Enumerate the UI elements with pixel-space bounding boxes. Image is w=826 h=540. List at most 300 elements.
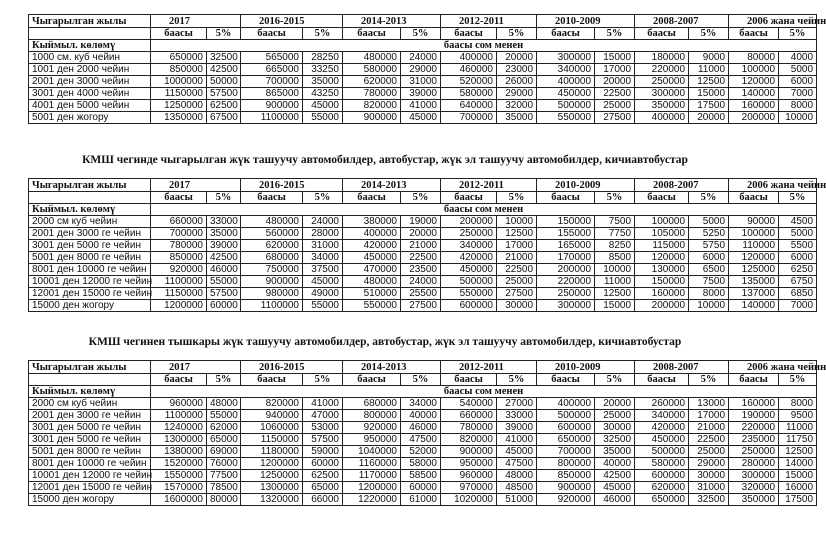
price-cell: 180000 (635, 52, 689, 64)
price-cell: 1150000 (151, 288, 207, 300)
price-cell: 250000 (729, 446, 779, 458)
price-cell: 920000 (537, 494, 595, 506)
percent-cell: 45000 (401, 112, 441, 124)
price-cell: 135000 (729, 276, 779, 288)
price-column-header: баасы (151, 28, 207, 40)
engine-volume-label: 1001 ден 2000 чейин (29, 64, 151, 76)
price-cell: 80000 (729, 52, 779, 64)
price-cell: 130000 (635, 264, 689, 276)
price-cell: 700000 (441, 112, 497, 124)
percent-cell: 20000 (595, 398, 635, 410)
percent-cell: 35000 (303, 76, 343, 88)
table-row (29, 264, 817, 276)
price-cell: 640000 (441, 100, 497, 112)
percent-cell: 8000 (779, 398, 817, 410)
price-cell: 190000 (729, 410, 779, 422)
price-column-header: баасы (241, 28, 303, 40)
percent-column-header: 5% (595, 374, 635, 386)
price-cell: 950000 (343, 434, 401, 446)
price-column-header: баасы (343, 374, 401, 386)
engine-volume-label: 10001 ден 12000 ге чейин (29, 470, 151, 482)
empty-header-cell (29, 374, 151, 386)
engine-volume-label: 4001 ден 5000 чейин (29, 100, 151, 112)
percent-cell: 27500 (497, 288, 537, 300)
period-header: 2010-2009 (537, 179, 635, 192)
period-header: 2012-2011 (441, 179, 537, 192)
percent-cell: 57500 (207, 288, 241, 300)
price-cell: 540000 (441, 398, 497, 410)
engine-volume-label: 1000 см. куб чейин (29, 52, 151, 64)
price-column-header: баасы (151, 374, 207, 386)
percent-cell: 46000 (207, 264, 241, 276)
price-cell: 920000 (343, 422, 401, 434)
percent-cell: 5750 (689, 240, 729, 252)
price-cell: 200000 (441, 216, 497, 228)
percent-cell: 4000 (779, 52, 817, 64)
table-row (29, 216, 817, 228)
table-row (29, 446, 817, 458)
price-cell: 400000 (537, 398, 595, 410)
percent-cell: 10000 (497, 216, 537, 228)
percent-column-header: 5% (497, 374, 537, 386)
percent-cell: 32500 (595, 434, 635, 446)
price-cell: 565000 (241, 52, 303, 64)
engine-volume-label: 3001 ден 5000 ге чейин (29, 434, 151, 446)
price-cell: 450000 (635, 434, 689, 446)
price-cell: 480000 (343, 276, 401, 288)
percent-cell: 51000 (497, 494, 537, 506)
period-header: 2017 (151, 15, 241, 28)
engine-volume-label: 15000 ден жогору (29, 300, 151, 312)
price-column-header: баасы (343, 192, 401, 204)
table-2-title: КМШ чегинде чыгарылган жүк ташуучу автомобилдер, автобустар, жүк эл ташуучу автомобилдер, кичиавтобустар (82, 154, 688, 166)
percent-cell: 32000 (497, 100, 537, 112)
percent-column-header: 5% (303, 28, 343, 40)
price-cell: 550000 (441, 288, 497, 300)
percent-cell: 13000 (689, 398, 729, 410)
percent-cell: 66000 (303, 494, 343, 506)
price-cell: 100000 (729, 228, 779, 240)
volume-label: Кыймыл. көлөмү (29, 386, 151, 398)
percent-column-header: 5% (207, 192, 241, 204)
percent-cell: 30000 (497, 300, 537, 312)
engine-volume-label: 2001 ден 3000 ге чейин (29, 410, 151, 422)
percent-cell: 12500 (689, 76, 729, 88)
percent-column-header: 5% (689, 374, 729, 386)
percent-cell: 27500 (595, 112, 635, 124)
volume-label: Кыймыл. көлөмү (29, 40, 151, 52)
percent-cell: 22500 (595, 88, 635, 100)
percent-cell: 24000 (303, 216, 343, 228)
engine-volume-label: 5001 ден жогору (29, 112, 151, 124)
percent-cell: 78500 (207, 482, 241, 494)
percent-cell: 17000 (497, 240, 537, 252)
percent-cell: 10000 (689, 300, 729, 312)
price-cell: 1250000 (151, 100, 207, 112)
percent-cell: 80000 (207, 494, 241, 506)
price-column-header: баасы (343, 28, 401, 40)
price-cell: 1240000 (151, 422, 207, 434)
price-cell: 600000 (635, 470, 689, 482)
percent-cell: 30000 (689, 470, 729, 482)
percent-column-header: 5% (207, 28, 241, 40)
currency-note: баасы сом менен (151, 386, 817, 398)
engine-volume-label: 3001 ден 4000 чейин (29, 88, 151, 100)
percent-cell: 62500 (207, 100, 241, 112)
percent-cell: 25000 (689, 446, 729, 458)
price-cell: 200000 (729, 112, 779, 124)
price-cell: 650000 (537, 434, 595, 446)
percent-column-header: 5% (497, 28, 537, 40)
engine-volume-label: 2000 см куб чейин (29, 216, 151, 228)
engine-volume-label: 2001 ден 3000 чейин (29, 76, 151, 88)
percent-cell: 41000 (303, 398, 343, 410)
cis-truck-price-table-section (28, 178, 826, 312)
price-column-header: баасы (537, 374, 595, 386)
price-cell: 300000 (635, 88, 689, 100)
price-cell: 1570000 (151, 482, 207, 494)
engine-volume-label: 8001 ден 10000 ге чейин (29, 458, 151, 470)
price-column-header: баасы (241, 192, 303, 204)
price-cell: 420000 (441, 252, 497, 264)
price-cell: 110000 (729, 240, 779, 252)
price-cell: 780000 (441, 422, 497, 434)
price-cell: 500000 (537, 100, 595, 112)
price-cell: 800000 (537, 458, 595, 470)
engine-volume-label: 12001 ден 15000 ге чейин (29, 482, 151, 494)
percent-cell: 7000 (779, 300, 817, 312)
price-cell: 150000 (537, 216, 595, 228)
price-cell: 170000 (537, 252, 595, 264)
percent-cell: 31000 (303, 240, 343, 252)
price-cell: 140000 (729, 300, 779, 312)
percent-cell: 26000 (497, 76, 537, 88)
price-cell: 920000 (151, 264, 207, 276)
percent-cell: 47500 (497, 458, 537, 470)
price-cell: 480000 (241, 216, 303, 228)
percent-cell: 42500 (595, 470, 635, 482)
price-cell: 160000 (729, 100, 779, 112)
table-row (29, 482, 817, 494)
price-cell: 500000 (635, 446, 689, 458)
price-cell: 115000 (635, 240, 689, 252)
price-cell: 1170000 (343, 470, 401, 482)
period-header: 2010-2009 (537, 15, 635, 28)
percent-cell: 22500 (401, 252, 441, 264)
percent-cell: 14000 (779, 458, 817, 470)
price-cell: 1100000 (151, 410, 207, 422)
percent-cell: 25000 (595, 100, 635, 112)
header-row-years (29, 179, 817, 192)
price-cell: 420000 (635, 422, 689, 434)
percent-cell: 77500 (207, 470, 241, 482)
price-cell: 800000 (343, 410, 401, 422)
engine-volume-label: 3001 ден 5000 ге чейин (29, 240, 151, 252)
percent-cell: 57500 (207, 88, 241, 100)
percent-cell: 46000 (595, 494, 635, 506)
percent-cell: 48500 (497, 482, 537, 494)
price-cell: 1200000 (241, 458, 303, 470)
table-row (29, 112, 817, 124)
price-cell: 500000 (441, 276, 497, 288)
price-cell: 280000 (729, 458, 779, 470)
percent-cell: 22500 (497, 264, 537, 276)
percent-cell: 57500 (303, 434, 343, 446)
period-header: 2014-2013 (343, 15, 441, 28)
percent-cell: 17500 (779, 494, 817, 506)
price-cell: 1040000 (343, 446, 401, 458)
price-cell: 1100000 (241, 300, 303, 312)
price-table (28, 360, 826, 506)
price-cell: 150000 (635, 276, 689, 288)
price-cell: 450000 (537, 88, 595, 100)
percent-cell: 60000 (401, 482, 441, 494)
currency-note: баасы сом менен (151, 204, 817, 216)
percent-cell: 69000 (207, 446, 241, 458)
price-cell: 520000 (441, 76, 497, 88)
price-column-header: баасы (441, 28, 497, 40)
percent-column-header: 5% (779, 192, 817, 204)
period-header: 2006 жана чейин (729, 361, 817, 374)
price-cell: 1300000 (241, 482, 303, 494)
price-cell: 665000 (241, 64, 303, 76)
percent-cell: 31000 (401, 76, 441, 88)
engine-volume-label: 5001 ден 8000 ге чейин (29, 252, 151, 264)
price-cell: 580000 (635, 458, 689, 470)
price-cell: 960000 (151, 398, 207, 410)
percent-cell: 5500 (779, 240, 817, 252)
table-row (29, 434, 817, 446)
price-table (28, 178, 826, 312)
price-column-header: баасы (151, 192, 207, 204)
price-cell: 1000000 (151, 76, 207, 88)
header-row-years (29, 361, 817, 374)
percent-column-header: 5% (689, 28, 729, 40)
price-cell: 700000 (241, 76, 303, 88)
price-cell: 750000 (241, 264, 303, 276)
price-column-header: баасы (537, 192, 595, 204)
percent-cell: 16000 (779, 482, 817, 494)
percent-cell: 24000 (401, 52, 441, 64)
percent-cell: 29000 (689, 458, 729, 470)
price-cell: 1600000 (151, 494, 207, 506)
non-cis-truck-price-table-section (28, 360, 826, 506)
price-cell: 350000 (729, 494, 779, 506)
engine-volume-label: 15000 ден жогору (29, 494, 151, 506)
price-cell: 300000 (537, 300, 595, 312)
price-cell: 200000 (635, 300, 689, 312)
percent-cell: 9000 (689, 52, 729, 64)
percent-column-header: 5% (401, 192, 441, 204)
price-cell: 650000 (151, 52, 207, 64)
percent-cell: 6850 (779, 288, 817, 300)
percent-cell: 47500 (401, 434, 441, 446)
percent-cell: 25500 (401, 288, 441, 300)
price-cell: 340000 (441, 240, 497, 252)
price-column-header: баасы (729, 28, 779, 40)
percent-cell: 37500 (303, 264, 343, 276)
percent-cell: 49000 (303, 288, 343, 300)
price-cell: 250000 (635, 76, 689, 88)
percent-cell: 62500 (303, 470, 343, 482)
price-cell: 380000 (343, 216, 401, 228)
percent-cell: 15000 (595, 300, 635, 312)
price-cell: 820000 (441, 434, 497, 446)
percent-cell: 55000 (207, 276, 241, 288)
period-header: 2010-2009 (537, 361, 635, 374)
table-row (29, 252, 817, 264)
percent-cell: 8500 (595, 252, 635, 264)
table-row (29, 240, 817, 252)
percent-cell: 12500 (779, 446, 817, 458)
header-row-volume (29, 386, 817, 398)
engine-volume-label: 8001 ден 10000 ге чейин (29, 264, 151, 276)
percent-cell: 20000 (595, 76, 635, 88)
price-cell: 1550000 (151, 470, 207, 482)
percent-cell: 22500 (689, 434, 729, 446)
price-column-header: баасы (729, 374, 779, 386)
percent-cell: 45000 (595, 482, 635, 494)
percent-cell: 8000 (689, 288, 729, 300)
price-cell: 120000 (635, 252, 689, 264)
period-header: 2016-2015 (241, 361, 343, 374)
price-cell: 400000 (441, 52, 497, 64)
percent-cell: 23500 (401, 264, 441, 276)
engine-volume-label: 2001 ден 3000 ге чейин (29, 228, 151, 240)
price-cell: 260000 (635, 398, 689, 410)
price-cell: 1200000 (343, 482, 401, 494)
price-cell: 600000 (441, 300, 497, 312)
percent-cell: 42500 (207, 64, 241, 76)
percent-cell: 7000 (779, 88, 817, 100)
percent-cell: 55000 (207, 410, 241, 422)
table-row (29, 470, 817, 482)
percent-cell: 6000 (779, 76, 817, 88)
percent-cell: 21000 (689, 422, 729, 434)
price-cell: 660000 (441, 410, 497, 422)
percent-cell: 21000 (497, 252, 537, 264)
price-cell: 220000 (635, 64, 689, 76)
percent-cell: 53000 (303, 422, 343, 434)
price-cell: 850000 (151, 252, 207, 264)
percent-cell: 40000 (401, 410, 441, 422)
percent-cell: 27500 (401, 300, 441, 312)
engine-volume-label: 2000 см куб чейин (29, 398, 151, 410)
price-cell: 235000 (729, 434, 779, 446)
price-cell: 340000 (537, 64, 595, 76)
price-cell: 1060000 (241, 422, 303, 434)
price-cell: 820000 (343, 100, 401, 112)
percent-cell: 35000 (207, 228, 241, 240)
percent-cell: 60000 (207, 300, 241, 312)
percent-cell: 5000 (689, 216, 729, 228)
percent-cell: 32500 (689, 494, 729, 506)
table-row (29, 76, 817, 88)
percent-cell: 33000 (497, 410, 537, 422)
price-cell: 160000 (729, 398, 779, 410)
price-cell: 550000 (343, 300, 401, 312)
percent-cell: 33250 (303, 64, 343, 76)
percent-cell: 20000 (401, 228, 441, 240)
period-header: 2008-2007 (635, 361, 729, 374)
percent-cell: 5000 (779, 64, 817, 76)
percent-column-header: 5% (207, 374, 241, 386)
percent-cell: 58000 (401, 458, 441, 470)
price-cell: 1020000 (441, 494, 497, 506)
price-cell: 140000 (729, 88, 779, 100)
price-cell: 1250000 (241, 470, 303, 482)
price-cell: 970000 (441, 482, 497, 494)
percent-cell: 47000 (303, 410, 343, 422)
period-header: 2016-2015 (241, 15, 343, 28)
price-cell: 400000 (537, 76, 595, 88)
price-cell: 900000 (343, 112, 401, 124)
table-row (29, 410, 817, 422)
percent-cell: 39000 (207, 240, 241, 252)
empty-header-cell (29, 192, 151, 204)
percent-cell: 20000 (689, 112, 729, 124)
percent-cell: 27000 (497, 398, 537, 410)
price-cell: 420000 (343, 240, 401, 252)
table-row (29, 398, 817, 410)
price-column-header: баасы (635, 374, 689, 386)
percent-cell: 76000 (207, 458, 241, 470)
price-cell: 165000 (537, 240, 595, 252)
price-cell: 900000 (441, 446, 497, 458)
price-cell: 320000 (729, 482, 779, 494)
percent-cell: 21000 (401, 240, 441, 252)
percent-column-header: 5% (595, 28, 635, 40)
engine-volume-label: 5001 ден 8000 ге чейин (29, 446, 151, 458)
price-cell: 300000 (537, 52, 595, 64)
price-cell: 940000 (241, 410, 303, 422)
percent-cell: 48000 (497, 470, 537, 482)
percent-cell: 7500 (689, 276, 729, 288)
currency-note: баасы сом менен (151, 40, 817, 52)
percent-cell: 10000 (779, 112, 817, 124)
price-cell: 780000 (343, 88, 401, 100)
percent-cell: 46000 (401, 422, 441, 434)
percent-cell: 39000 (497, 422, 537, 434)
period-header: 2006 жана чейин (729, 15, 817, 28)
table-row (29, 52, 817, 64)
price-cell: 200000 (537, 264, 595, 276)
price-column-header: баасы (441, 192, 497, 204)
price-cell: 90000 (729, 216, 779, 228)
price-cell: 580000 (441, 88, 497, 100)
percent-cell: 5250 (689, 228, 729, 240)
table-row (29, 422, 817, 434)
price-cell: 155000 (537, 228, 595, 240)
price-cell: 620000 (343, 76, 401, 88)
price-cell: 620000 (241, 240, 303, 252)
percent-cell: 7500 (595, 216, 635, 228)
percent-cell: 33000 (207, 216, 241, 228)
price-cell: 680000 (343, 398, 401, 410)
price-cell: 1350000 (151, 112, 207, 124)
percent-cell: 17000 (595, 64, 635, 76)
price-cell: 125000 (729, 264, 779, 276)
period-header: 2008-2007 (635, 15, 729, 28)
percent-cell: 6500 (689, 264, 729, 276)
engine-volume-label: 3001 ден 5000 ге чейин (29, 422, 151, 434)
price-cell: 137000 (729, 288, 779, 300)
price-cell: 220000 (537, 276, 595, 288)
price-cell: 550000 (537, 112, 595, 124)
price-cell: 105000 (635, 228, 689, 240)
percent-cell: 17000 (689, 410, 729, 422)
period-header: 2006 жана чейин (729, 179, 817, 192)
